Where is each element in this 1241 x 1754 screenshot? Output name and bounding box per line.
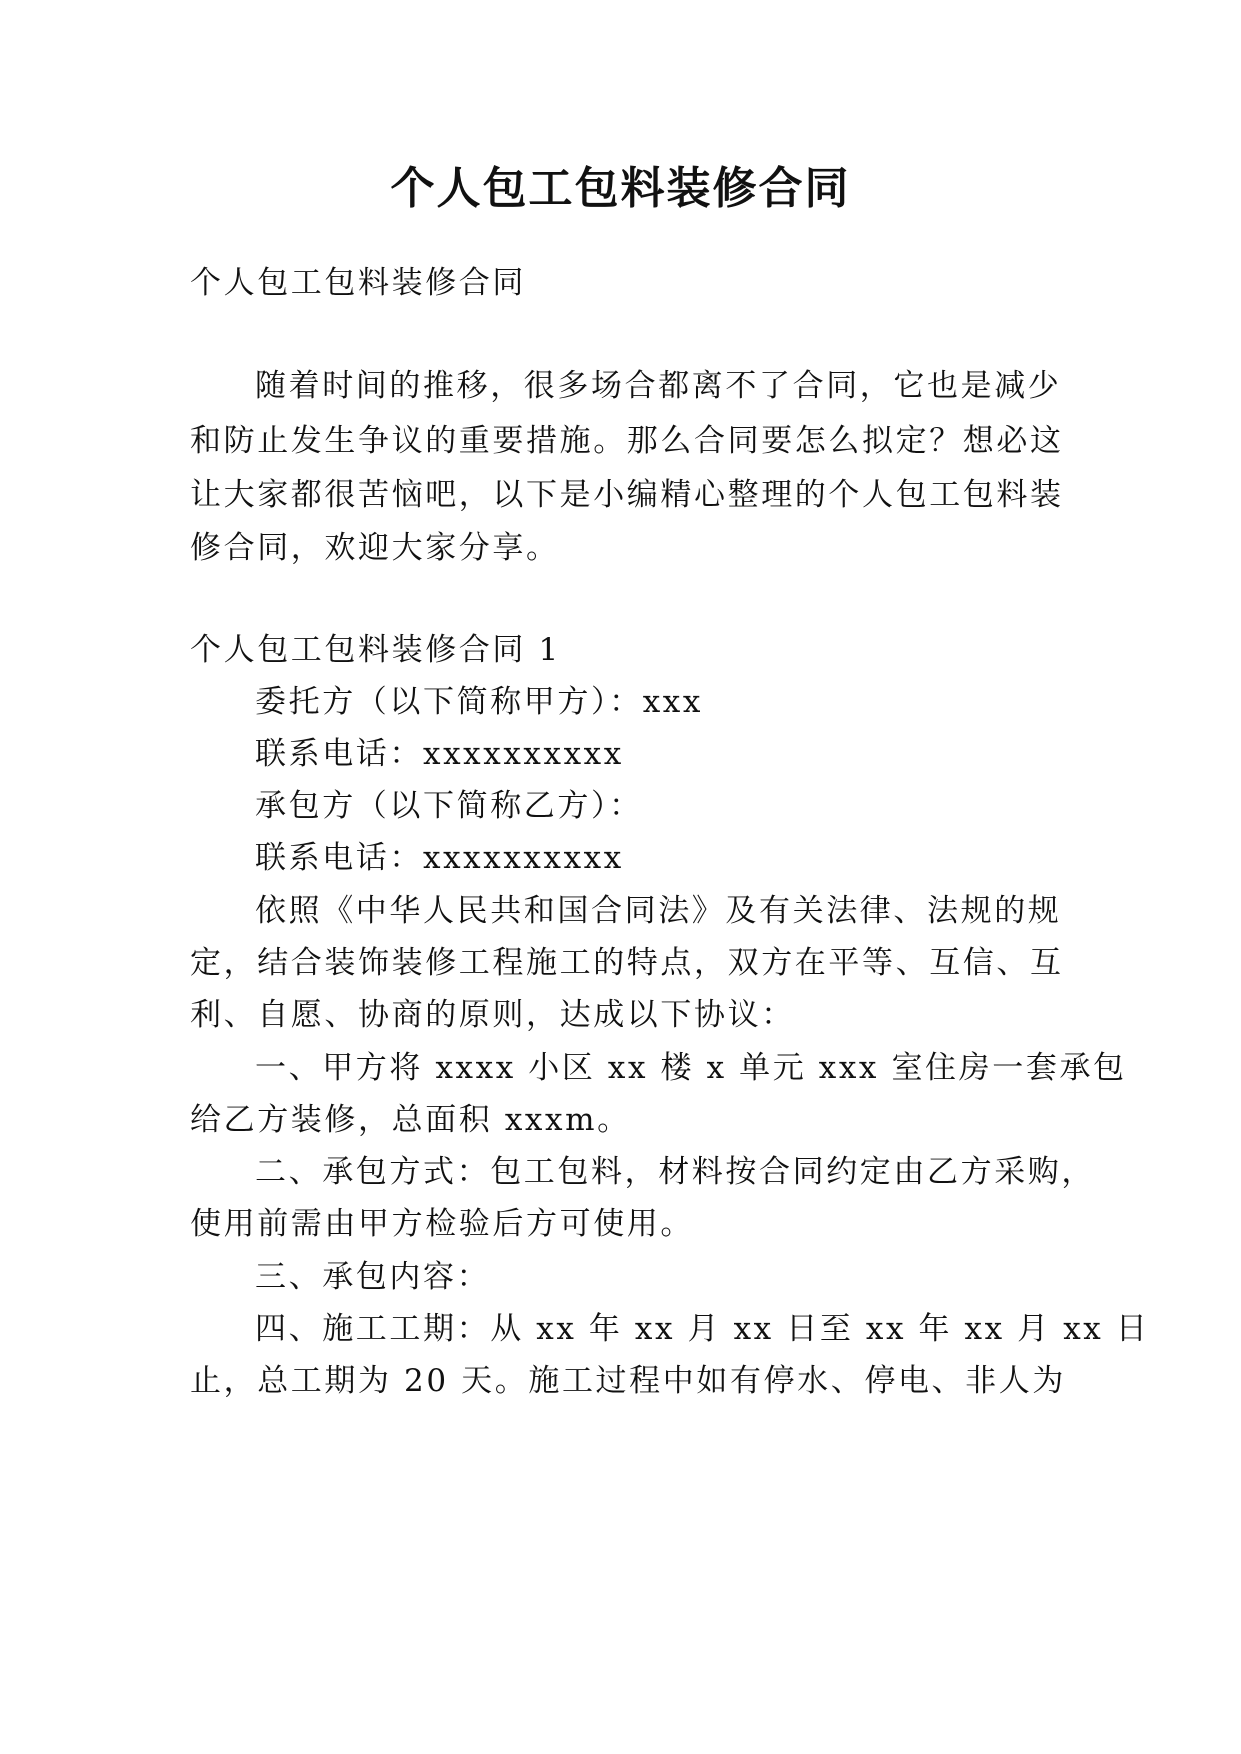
basis-line-3: 利、自愿、协商的原则，达成以下协议： [190, 997, 795, 1033]
basis-line-2: 定，结合装饰装修工程施工的特点，双方在平等、互信、互 [190, 945, 1064, 981]
document-subtitle: 个人包工包料装修合同 [190, 265, 526, 301]
clause-3: 三、承包内容： [255, 1259, 491, 1295]
clause-4-line-2: 止，总工期为 20 天。施工过程中如有停水、停电、非人为 [190, 1363, 1066, 1399]
document-title: 个人包工包料装修合同 [390, 163, 851, 214]
intro-line-4: 修合同，欢迎大家分享。 [190, 530, 560, 566]
party-line-client-phone: 联系电话：xxxxxxxxxx [255, 736, 624, 772]
intro-line-1: 随着时间的推移，很多场合都离不了合同，它也是减少 [255, 368, 1062, 404]
clause-2-line-1: 二、承包方式：包工包料，材料按合同约定由乙方采购， [255, 1154, 1095, 1190]
clause-2-line-2: 使用前需由甲方检验后方可使用。 [190, 1206, 694, 1242]
basis-line-1: 依照《中华人民共和国合同法》及有关法律、法规的规 [255, 893, 1062, 929]
section-heading: 个人包工包料装修合同 1 [190, 632, 561, 668]
intro-line-2: 和防止发生争议的重要措施。那么合同要怎么拟定？想必这 [190, 423, 1064, 459]
party-line-contractor: 承包方（以下简称乙方）： [255, 788, 643, 824]
party-line-client: 委托方（以下简称甲方）：xxx [255, 684, 703, 720]
clause-1-line-1: 一、甲方将 xxxx 小区 xx 楼 x 单元 xxx 室住房一套承包 [255, 1050, 1127, 1086]
intro-line-3: 让大家都很苦恼吧，以下是小编精心整理的个人包工包料装 [190, 477, 1064, 513]
clause-1-line-2: 给乙方装修，总面积 xxxm。 [190, 1102, 631, 1138]
clause-4-line-1: 四、施工工期：从 xx 年 xx 月 xx 日至 xx 年 xx 月 xx 日 [255, 1311, 1150, 1347]
party-line-contractor-phone: 联系电话：xxxxxxxxxx [255, 840, 624, 876]
